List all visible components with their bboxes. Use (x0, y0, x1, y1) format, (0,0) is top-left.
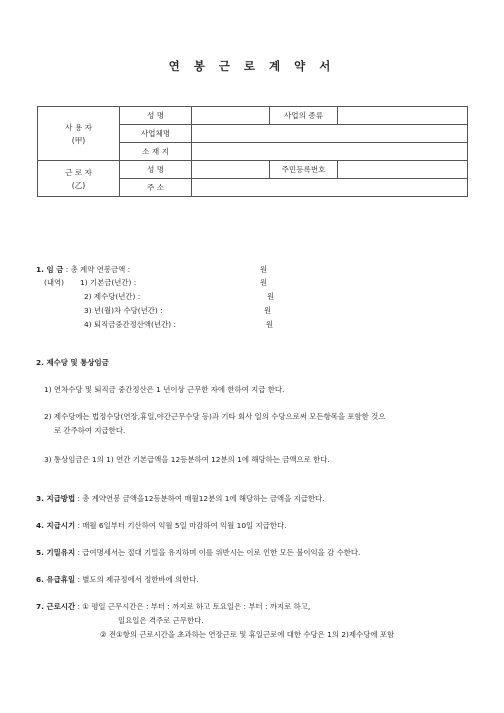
employer-label: 사 용 자 (65, 122, 92, 132)
won-unit: 원 (260, 278, 268, 287)
clause-paid-holiday: 6. 유급휴일 : 별도의 제규정에서 정한바에 의한다. (36, 575, 199, 584)
field-label: 사업체명 (120, 125, 192, 143)
won-unit: 원 (266, 320, 274, 329)
field-label: 사업의 종류 (270, 107, 338, 125)
wage-item: 2) 제수당(년간) : (84, 292, 141, 301)
wage-item: 3) 년(월)차 수당(년간) : (84, 306, 163, 315)
value-cell (338, 161, 468, 179)
value-cell (192, 143, 468, 161)
document-title: 연 봉 근 로 계 약 서 (168, 59, 336, 73)
employer-label-cell (38, 107, 120, 161)
field-label: 성 명 (120, 161, 192, 179)
wage-item: 1) 기본금(년간) : (80, 278, 137, 287)
clause-confidentiality: 5. 기밀유지 : 급여명세서는 절대 기밀을 유지하며 이를 위반시는 이로 인한 모든 불이익을 감 수한다. (36, 548, 361, 557)
worktime-text: 일요일은 격주로 근무한다. (118, 616, 204, 625)
allowance-para: 3) 통상임금은 1의 1) 연간 기본급액을 12등분하여 12분의 1에 해당하는 금액으로 한다. (44, 455, 330, 464)
breakdown-label: (내역) (44, 278, 65, 287)
allowance-para: 1) 연차수당 및 퇴직금 중간정산은 1 년이상 근무한 자에 한하여 지급 한다. (44, 385, 285, 394)
value-cell (338, 107, 468, 125)
employee-sub: (乙) (71, 180, 86, 190)
wage-heading-text: : 총 계약 연봉금액 : (65, 265, 131, 274)
won-unit: 원 (260, 265, 268, 274)
wage-heading: 1. 임 금 (36, 265, 64, 274)
employer-sub: (甲) (71, 135, 86, 145)
won-unit: 원 (267, 292, 275, 301)
employee-label-cell (38, 161, 120, 197)
won-unit: 원 (264, 306, 272, 315)
field-label: 주 소 (120, 179, 192, 197)
wage-item: 4) 퇴직금중간정산액(년간) : (84, 320, 176, 329)
wage-line (36, 265, 130, 275)
allowance-para: 로 간주하여 지급한다. (54, 426, 126, 435)
employee-label: 근 로 자 (65, 167, 92, 177)
worktime-heading: 7. 근로시간 (36, 602, 76, 611)
value-cell (192, 107, 270, 125)
worktime-text: : ① 평일 근무시간은 : 부터 : 까지로 하고 토요일은 : 부터 : 까지로 하고, (77, 602, 311, 611)
value-cell (192, 161, 270, 179)
field-label: 성 명 (120, 107, 192, 125)
parties-table (37, 106, 468, 197)
clause-payment-method: 3. 지급방법 : 총 계약연봉 금액을12등분하여 매월12분의 1에 해당하는 금액을 지급한다. (36, 494, 325, 503)
allowance-para: 2) 제수당에는 법정수당(연장,휴일,야간근무수당 등)과 기타 회사 일의 수당으로써 모든항목을 포함한 것으 (44, 412, 386, 421)
worktime-line (36, 602, 310, 612)
field-label: 주민등록번호 (270, 161, 338, 179)
field-label: 소 재 지 (120, 143, 192, 161)
value-cell (192, 179, 468, 197)
allowance-heading: 2. 제수당 및 통상임금 (36, 358, 109, 367)
worktime-text: ② 전①항의 근로시간을 초과하는 연장근로 및 휴일근로에 대한 수당은 1의 2)제수당에 포함 (100, 630, 395, 639)
value-cell (192, 125, 468, 143)
clause-payment-timing: 4. 지급시기 : 매월 6일부터 기산하여 익월 5일 마감하여 익월 10일 지급한다. (36, 521, 287, 530)
